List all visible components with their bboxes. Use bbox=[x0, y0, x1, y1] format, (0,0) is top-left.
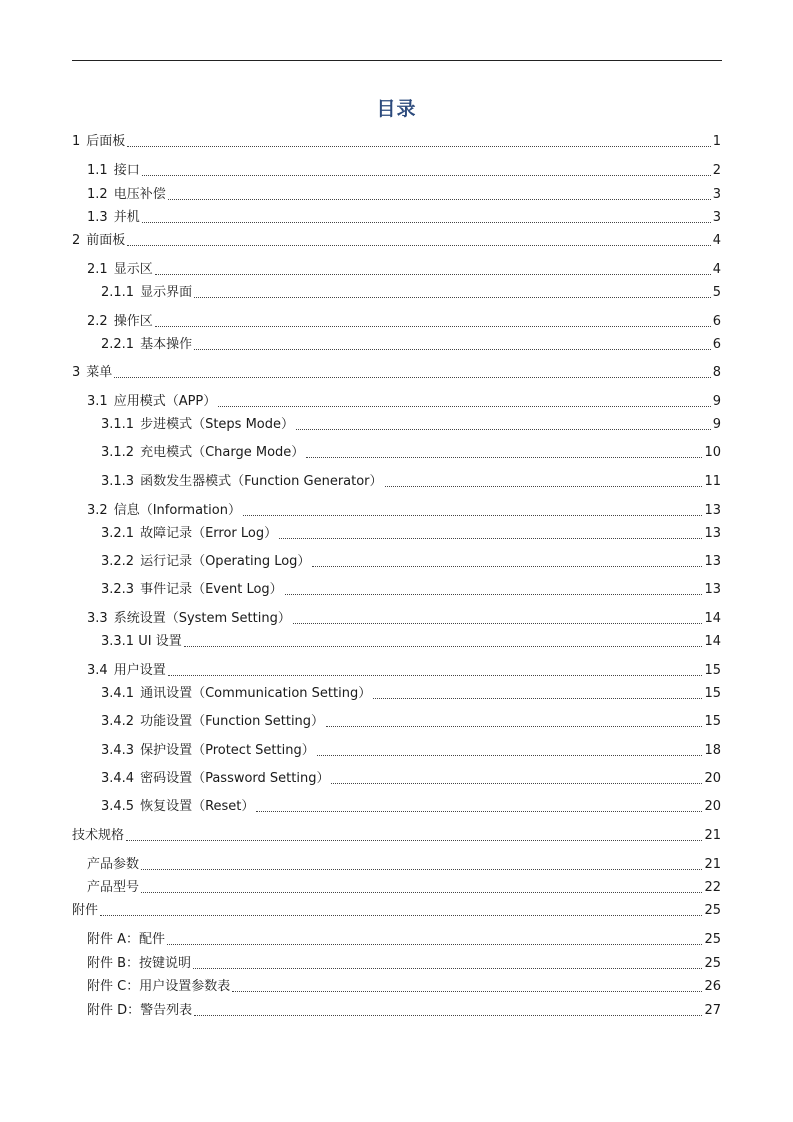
toc-entry[interactable] bbox=[87, 261, 721, 279]
toc-entry-title: 充电模式（Charge Mode） bbox=[140, 445, 305, 460]
toc-entry-number: 3.2.1 bbox=[101, 526, 135, 541]
toc-entry-title: 密码设置（Password Setting） bbox=[140, 771, 330, 786]
dot-leader bbox=[194, 1015, 702, 1016]
dot-leader bbox=[194, 297, 711, 298]
dot-leader bbox=[296, 429, 711, 430]
toc-entry-title: 保护设置（Protect Setting） bbox=[140, 743, 315, 758]
toc-entry-page: 25 bbox=[704, 903, 721, 918]
toc-entry[interactable] bbox=[87, 931, 721, 949]
dot-leader bbox=[167, 944, 702, 945]
toc-entry[interactable] bbox=[87, 662, 721, 680]
dot-leader bbox=[373, 698, 702, 699]
toc-entry[interactable] bbox=[87, 955, 721, 973]
dot-leader bbox=[279, 538, 702, 539]
toc-entry-page: 20 bbox=[704, 771, 721, 786]
toc-entry-title: 菜单 bbox=[86, 365, 113, 380]
toc-entry-number: 2.2 bbox=[87, 314, 108, 329]
toc-entry[interactable] bbox=[87, 1002, 721, 1020]
toc-entry[interactable] bbox=[87, 393, 721, 411]
toc-entry-page: 15 bbox=[704, 663, 721, 678]
toc-entry-title: 附件 D：警告列表 bbox=[87, 1003, 193, 1018]
dot-leader bbox=[385, 486, 703, 487]
toc-entry-page: 22 bbox=[704, 880, 721, 895]
toc-entry-title: 操作区 bbox=[113, 314, 153, 329]
toc-entry-number: 3.1 bbox=[87, 394, 108, 409]
toc-entry-number: 2.1.1 bbox=[101, 285, 135, 300]
toc-entry[interactable] bbox=[101, 553, 721, 571]
dot-leader bbox=[142, 222, 711, 223]
toc-entry-title: 步进模式（Steps Mode） bbox=[140, 417, 295, 432]
dot-leader bbox=[155, 326, 711, 327]
dot-leader bbox=[126, 840, 702, 841]
toc-entry-number: 3.4.5 bbox=[101, 799, 135, 814]
toc-entry-title: 信息（Information） bbox=[113, 503, 241, 518]
toc-entry[interactable] bbox=[87, 978, 721, 996]
toc-entry[interactable] bbox=[101, 581, 721, 599]
toc-entry-page: 27 bbox=[704, 1003, 721, 1018]
toc-entry-page: 8 bbox=[712, 365, 721, 380]
toc-entry-number: 3.1.2 bbox=[101, 445, 135, 460]
toc-entry[interactable] bbox=[101, 685, 721, 703]
toc-entry-page: 21 bbox=[704, 857, 721, 872]
toc-entry-title: 系统设置（System Setting） bbox=[113, 611, 291, 626]
toc-entry[interactable] bbox=[87, 186, 721, 204]
toc-entry-page: 6 bbox=[712, 337, 721, 352]
toc-entry[interactable] bbox=[101, 336, 721, 354]
toc-entry-number: 3.2 bbox=[87, 503, 108, 518]
toc-entry-number: 3.3 bbox=[87, 611, 108, 626]
toc-entry-title: 前面板 bbox=[86, 233, 126, 248]
dot-leader bbox=[141, 892, 702, 893]
toc-entry-title: 接口 bbox=[113, 163, 140, 178]
toc-entry-number: 3.4.4 bbox=[101, 771, 135, 786]
dot-leader bbox=[331, 783, 702, 784]
dot-leader bbox=[168, 675, 703, 676]
toc-entry[interactable] bbox=[87, 502, 721, 520]
toc-entry-title: 附件 B：按键说明 bbox=[87, 956, 192, 971]
toc-entry-title: 技术规格 bbox=[72, 828, 125, 843]
toc-entry-page: 13 bbox=[704, 582, 721, 597]
toc-entry-page: 15 bbox=[704, 686, 721, 701]
toc-entry-number: 3.4 bbox=[87, 663, 108, 678]
toc-entry-page: 20 bbox=[704, 799, 721, 814]
toc-entry-number: 1.3 bbox=[87, 210, 108, 225]
toc-entry-page: 10 bbox=[704, 445, 721, 460]
toc-entry-number: 1.1 bbox=[87, 163, 108, 178]
toc-entry-page: 18 bbox=[704, 743, 721, 758]
toc-entry-title: 通讯设置（Communication Setting） bbox=[140, 686, 372, 701]
toc-entry-number: 3.4.1 bbox=[101, 686, 135, 701]
toc-entry-page: 13 bbox=[704, 503, 721, 518]
toc-entry-page: 25 bbox=[704, 956, 721, 971]
dot-leader bbox=[194, 349, 711, 350]
dot-leader bbox=[256, 811, 702, 812]
toc-entry[interactable] bbox=[72, 902, 721, 920]
toc-entry-page: 25 bbox=[704, 932, 721, 947]
toc-entry-page: 4 bbox=[712, 233, 721, 248]
toc-entry[interactable] bbox=[101, 742, 721, 760]
toc-entry[interactable] bbox=[87, 313, 721, 331]
toc-entry-page: 2 bbox=[712, 163, 721, 178]
toc-entry-page: 9 bbox=[712, 417, 721, 432]
toc-entry-page: 6 bbox=[712, 314, 721, 329]
dot-leader bbox=[141, 869, 702, 870]
toc-entry-page: 13 bbox=[704, 554, 721, 569]
toc-entry-title: 显示区 bbox=[113, 262, 153, 277]
dot-leader bbox=[114, 377, 710, 378]
toc-entry-title: 恢复设置（Reset） bbox=[140, 799, 255, 814]
toc-entry-page: 4 bbox=[712, 262, 721, 277]
toc-entry[interactable] bbox=[101, 284, 721, 302]
toc-entry-title: 3.3.1 UI 设置 bbox=[101, 634, 182, 649]
toc-entry-number: 3 bbox=[72, 365, 81, 380]
toc-entry-title: 电压补偿 bbox=[113, 187, 166, 202]
toc-entry-title: 附件 A：配件 bbox=[87, 932, 166, 947]
dot-leader bbox=[142, 175, 711, 176]
toc-entry-title: 事件记录（Event Log） bbox=[140, 582, 283, 597]
toc-entry-number: 3.4.3 bbox=[101, 743, 135, 758]
toc-entry-number: 2.1 bbox=[87, 262, 108, 277]
toc-entry[interactable] bbox=[87, 610, 721, 628]
toc-entry-number: 3.1.3 bbox=[101, 474, 135, 489]
toc-entry-page: 3 bbox=[712, 210, 721, 225]
toc-entry-page: 5 bbox=[712, 285, 721, 300]
toc-entry-title: 应用模式（APP） bbox=[113, 394, 217, 409]
dot-leader bbox=[155, 274, 711, 275]
toc-entry[interactable] bbox=[72, 827, 721, 845]
toc-entry-page: 21 bbox=[704, 828, 721, 843]
toc-entry[interactable] bbox=[87, 879, 721, 897]
toc-entry[interactable] bbox=[101, 770, 721, 788]
toc-entry-page: 26 bbox=[704, 979, 721, 994]
toc-entry-title: 故障记录（Error Log） bbox=[140, 526, 278, 541]
toc-entry[interactable] bbox=[72, 232, 721, 250]
toc-entry-title: 显示界面 bbox=[140, 285, 193, 300]
toc-entry-title: 并机 bbox=[113, 210, 140, 225]
toc-entry[interactable] bbox=[87, 209, 721, 227]
toc-entry-number: 3.2.3 bbox=[101, 582, 135, 597]
toc-entry-title: 用户设置 bbox=[113, 663, 166, 678]
toc-entry[interactable] bbox=[101, 713, 721, 731]
toc-entry-number: 3.1.1 bbox=[101, 417, 135, 432]
toc-entry-number: 2 bbox=[72, 233, 81, 248]
dot-leader bbox=[243, 515, 703, 516]
dot-leader bbox=[127, 146, 710, 147]
dot-leader bbox=[326, 726, 702, 727]
toc-entry[interactable] bbox=[87, 856, 721, 874]
toc-entry[interactable] bbox=[101, 444, 721, 462]
dot-leader bbox=[306, 457, 702, 458]
toc-entry-title: 产品参数 bbox=[87, 857, 140, 872]
dot-leader bbox=[232, 991, 702, 992]
dot-leader bbox=[184, 646, 703, 647]
toc-entry-page: 13 bbox=[704, 526, 721, 541]
toc-entry-title: 后面板 bbox=[86, 134, 126, 149]
toc-entry-page: 14 bbox=[704, 634, 721, 649]
toc-entry-page: 3 bbox=[712, 187, 721, 202]
toc-entry-page: 11 bbox=[704, 474, 721, 489]
dot-leader bbox=[193, 968, 702, 969]
dot-leader bbox=[218, 406, 710, 407]
dot-leader bbox=[285, 594, 703, 595]
toc-entry-number: 2.2.1 bbox=[101, 337, 135, 352]
toc-entry-title: 功能设置（Function Setting） bbox=[140, 714, 325, 729]
toc-entry-title: 运行记录（Operating Log） bbox=[140, 554, 311, 569]
toc-entry-page: 14 bbox=[704, 611, 721, 626]
dot-leader bbox=[317, 755, 703, 756]
toc-entry[interactable] bbox=[101, 416, 721, 434]
toc-entry-number: 3.4.2 bbox=[101, 714, 135, 729]
toc-entry[interactable] bbox=[101, 473, 721, 491]
dot-leader bbox=[100, 915, 702, 916]
toc-entry-page: 9 bbox=[712, 394, 721, 409]
toc-entry-title: 附件 bbox=[72, 903, 99, 918]
dot-leader bbox=[127, 245, 710, 246]
toc-entry-number: 1 bbox=[72, 134, 81, 149]
toc-entry-title: 函数发生器模式（Function Generator） bbox=[140, 474, 383, 489]
dot-leader bbox=[293, 623, 703, 624]
dot-leader bbox=[168, 199, 711, 200]
toc-entry[interactable] bbox=[72, 133, 721, 151]
toc-entry-page: 1 bbox=[712, 134, 721, 149]
toc-entry-number: 1.2 bbox=[87, 187, 108, 202]
toc-entry[interactable] bbox=[87, 162, 721, 180]
toc-entry[interactable] bbox=[101, 798, 721, 816]
dot-leader bbox=[312, 566, 702, 567]
toc-entry-title: 附件 C：用户设置参数表 bbox=[87, 979, 231, 994]
page-title: 目录 bbox=[376, 98, 417, 120]
toc-entry-title: 基本操作 bbox=[140, 337, 193, 352]
toc-entry-title: 产品型号 bbox=[87, 880, 140, 895]
toc-entry[interactable] bbox=[72, 364, 721, 382]
toc-entry[interactable] bbox=[101, 525, 721, 543]
toc-entry-page: 15 bbox=[704, 714, 721, 729]
toc-entry[interactable] bbox=[101, 633, 721, 651]
toc-entry-number: 3.2.2 bbox=[101, 554, 135, 569]
